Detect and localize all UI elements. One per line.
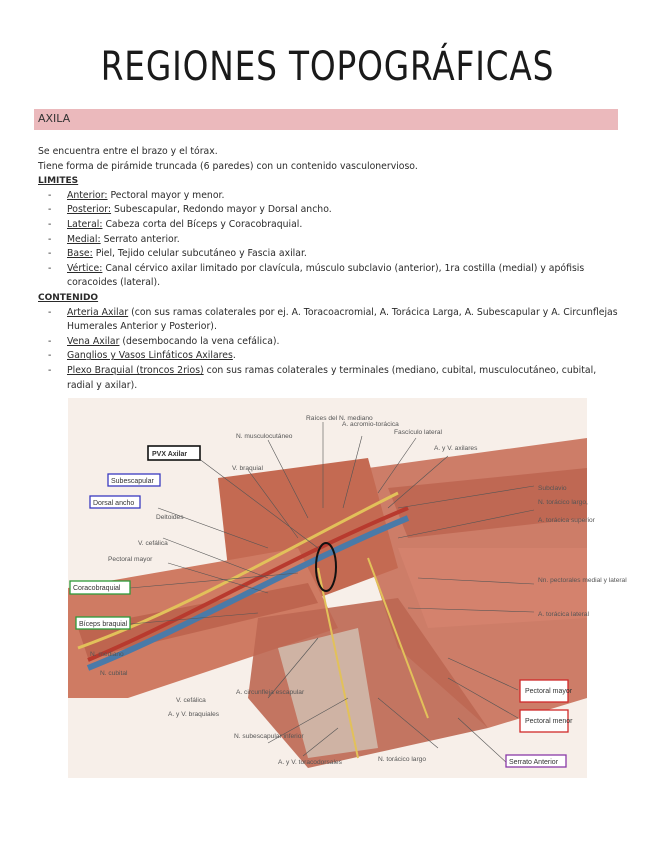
- intro-line: Tiene forma de pirámide truncada (6 paredes) con un contenido vasculonervioso.: [38, 160, 418, 172]
- intro-line: Se encuentra entre el brazo y el tórax.: [38, 146, 218, 157]
- figure-label: N. cubital: [100, 670, 128, 677]
- list-term: Lateral:: [67, 218, 103, 230]
- svg-text:Coracobraquial: Coracobraquial: [73, 585, 121, 592]
- list-term: Arteria Axilar: [67, 306, 129, 318]
- svg-text:PVX Axilar: PVX Axilar: [152, 451, 188, 458]
- list-text: Pectoral mayor y menor.: [107, 189, 225, 201]
- content-heading: CONTENIDO: [38, 292, 99, 303]
- svg-text:Pectoral mayor: Pectoral mayor: [525, 688, 573, 695]
- list-text: Cabeza corta del Bíceps y Coracobraquial.: [102, 218, 303, 230]
- list-term: Ganglios y Vasos Linfáticos Axilares: [67, 350, 233, 362]
- figure-label: V. cefálica: [138, 540, 168, 547]
- figure-label: N. torácico largo: [378, 756, 427, 763]
- serrato-anterior-box: [506, 755, 566, 767]
- pvx-axilar-box: [148, 446, 200, 460]
- figure-label: Subclavio: [538, 485, 567, 492]
- list-term: Base:: [67, 248, 93, 260]
- figure-label: N. torácico largo,: [538, 499, 588, 506]
- list-item: [38, 349, 618, 364]
- figure-label: Deltoides: [156, 514, 184, 521]
- figure-label: A. y V. axilares: [434, 445, 478, 452]
- list-item: [38, 364, 618, 393]
- list-item: [38, 306, 618, 335]
- limits-heading: LIMITES: [38, 176, 79, 187]
- figure-label: V. cefálica: [176, 697, 206, 704]
- list-text: Subescapular, Redondo mayor y Dorsal ancho.: [111, 204, 332, 216]
- list-item: [38, 247, 618, 262]
- pectoral-menor-box: [520, 710, 573, 732]
- dorsal-ancho-box: [90, 496, 140, 508]
- list-text: .: [232, 350, 236, 362]
- list-item: [38, 233, 618, 248]
- list-item: [38, 262, 618, 291]
- svg-text:Pectoral menor: Pectoral menor: [525, 718, 573, 725]
- figure-label: A. y V. braquiales: [168, 711, 220, 718]
- page-title: REGIONES TOPOGRÁFICAS: [100, 44, 555, 90]
- section-header-bar: [34, 109, 618, 130]
- list-term: Posterior:: [67, 204, 112, 216]
- list-term: Anterior:: [67, 189, 108, 201]
- list-text: con sus ramas colaterales y terminales (mediano, cubital, musculocutáneo, cubital, radial y axilar).: [67, 364, 597, 391]
- list-text: Canal cérvico axilar limitado por clavícula, músculo subclavio (anterior), 1ra costilla (medial) y apófisis coracoides (lateral).: [67, 262, 585, 289]
- figure-label: A. y V. toracodorsales: [278, 759, 342, 766]
- biceps-braquial-box: [76, 617, 130, 629]
- figure-label: N. subescapular inferior: [234, 733, 304, 740]
- list-item: [38, 335, 618, 350]
- figure-label: N. musculocutáneo: [236, 433, 293, 440]
- list-term: Plexo Braquial (troncos 2rios): [67, 364, 204, 376]
- list-item: [38, 203, 618, 218]
- figure-label: A. acromio-torácica: [342, 421, 399, 428]
- figure-label: A. circunfleja escapular: [236, 689, 305, 696]
- list-item: [38, 218, 618, 233]
- figure-label: Fascículo lateral: [394, 429, 443, 436]
- list-text: (con sus ramas colaterales por ej. A. Toracoacromial, A. Torácica Larga, A. Subescapular y A. Circunflejas Humerales Anterior y Posterior).: [67, 306, 618, 333]
- figure-label: A. torácica superior: [538, 517, 595, 524]
- svg-text:Dorsal ancho: Dorsal ancho: [93, 500, 135, 507]
- list-term: Vena Axilar: [67, 335, 120, 347]
- figure-label: Nn. pectorales medial y lateral: [538, 577, 627, 584]
- list-item: [38, 189, 618, 204]
- figure-label: N. mediano: [90, 651, 124, 658]
- figure-label: Pectoral mayor: [108, 556, 153, 563]
- figure-label: A. torácica lateral: [538, 611, 589, 618]
- content-list: [38, 306, 618, 394]
- svg-text:Serrato Anterior: Serrato Anterior: [509, 759, 559, 766]
- subescapular-box: [108, 474, 160, 486]
- body-text: [38, 145, 618, 393]
- list-text: Piel, Tejido celular subcutáneo y Fascia axilar.: [92, 248, 307, 260]
- figure-label: V. braquial: [232, 465, 263, 472]
- axilla-anatomy-figure: [68, 398, 627, 778]
- coracobraquial-box: [70, 581, 130, 594]
- pectoral-mayor-box: [520, 680, 573, 702]
- section-title: AXILA: [38, 112, 71, 125]
- list-text: Serrato anterior.: [100, 233, 180, 245]
- limits-list: [38, 189, 618, 291]
- svg-text:Subescapular: Subescapular: [111, 478, 154, 485]
- svg-text:Bíceps braquial: Bíceps braquial: [79, 621, 128, 628]
- list-text: (desembocando la vena cefálica).: [119, 335, 280, 347]
- figure-label: Raíces del N. mediano: [306, 415, 373, 422]
- list-term: Vértice:: [67, 262, 103, 274]
- list-term: Medial:: [67, 233, 101, 245]
